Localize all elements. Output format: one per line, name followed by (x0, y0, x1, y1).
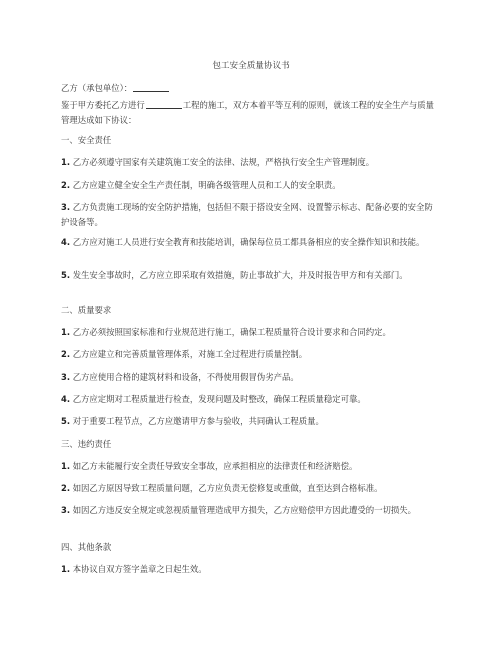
clause-number: 3. (61, 372, 71, 382)
clause-text: 对于重要工程节点，乙方应邀请甲方参与验收，共同确认工程质量。 (72, 416, 324, 426)
clause (61, 392, 441, 407)
clause-text: 乙方应建立健全安全生产责任制，明确各级管理人员和工人的安全职责。 (72, 180, 341, 190)
clause (61, 325, 441, 340)
clause-number: 2. (61, 483, 71, 493)
clause (61, 268, 441, 283)
clause-number: 4. (61, 394, 71, 404)
clause-number: 2. (61, 349, 71, 359)
clause (61, 155, 441, 170)
clause-text: 发生安全事故时，乙方应立即采取有效措施，防止事故扩大，并及时报告甲方和有关部门。 (72, 270, 408, 280)
section-heading: 一、安全责任 (61, 135, 112, 145)
clause (61, 200, 441, 229)
clause-text: 乙方应定期对工程质量进行检查，发现问题及时整改，确保工程质量稳定可靠。 (72, 394, 366, 404)
section-heading: 四、其他条款 (61, 542, 112, 552)
clause-text: 乙方必须遵守国家有关建筑施工安全的法律、法规，严格执行安全生产管理制度。 (72, 157, 375, 167)
clause-number: 4. (61, 237, 71, 247)
clause-number: 1. (61, 461, 71, 471)
clause-number: 3. (61, 505, 71, 515)
clause-number: 1. (61, 157, 71, 167)
clause (61, 562, 441, 577)
section-heading: 二、质量要求 (61, 305, 112, 315)
clause-text: 乙方应建立和完善质量管理体系，对施工全过程进行质量控制。 (72, 349, 308, 359)
clause-text: 乙方应使用合格的建筑材料和设备，不得使用假冒伪劣产品。 (72, 372, 299, 382)
project-name-blank (146, 99, 182, 109)
clause (61, 235, 441, 250)
clause (61, 414, 441, 429)
clause-text: 乙方负责施工现场的安全防护措施，包括但不限于搭设安全网、设置警示标志、配备必要的安全防护设备等。 (61, 202, 433, 227)
clause-text: 如因乙方原因导致工程质量问题，乙方应负责无偿修复或重做，直至达到合格标准。 (72, 483, 383, 493)
clause-text: 乙方应对施工人员进行安全教育和技能培训，确保每位员工都具备相应的安全操作知识和技能。 (72, 237, 425, 247)
clause-text: 本协议自双方签字盖章之日起生效。 (72, 564, 207, 574)
party-b-label: 乙方（承包单位）： (61, 83, 133, 93)
clause-text: 乙方必须按照国家标准和行业规范进行施工，确保工程质量符合设计要求和合同约定。 (72, 327, 391, 337)
clause-number: 1. (61, 564, 71, 574)
clause-text: 如因乙方违反安全规定或忽视质量管理造成甲方损失，乙方应赔偿甲方因此遭受的一切损失。 (72, 505, 417, 515)
clause-number: 3. (61, 202, 71, 212)
clause-number: 2. (61, 180, 71, 190)
document-title: 包工安全质量协议书 (212, 61, 290, 71)
intro-text-after: 工程的施工，双方本着平等互利的原则，就该工程的安全生产与质量管理达成如下协议： (61, 100, 434, 125)
clause-number: 5. (61, 416, 71, 426)
clause-text: 如乙方未能履行安全责任导致安全事故，应承担相应的法律责任和经济赔偿。 (72, 461, 358, 471)
intro-text-before: 鉴于甲方委托乙方进行 (61, 100, 145, 110)
clause (61, 481, 441, 496)
clause (61, 370, 441, 385)
clause-number: 5. (61, 270, 71, 280)
section-heading: 三、违约责任 (61, 439, 112, 449)
party-b-line (61, 81, 441, 96)
party-b-blank (133, 82, 169, 92)
intro-paragraph (61, 98, 441, 127)
clause (61, 347, 441, 362)
clause-number: 1. (61, 327, 71, 337)
clause (61, 503, 441, 518)
clause (61, 459, 441, 474)
clause (61, 178, 441, 193)
